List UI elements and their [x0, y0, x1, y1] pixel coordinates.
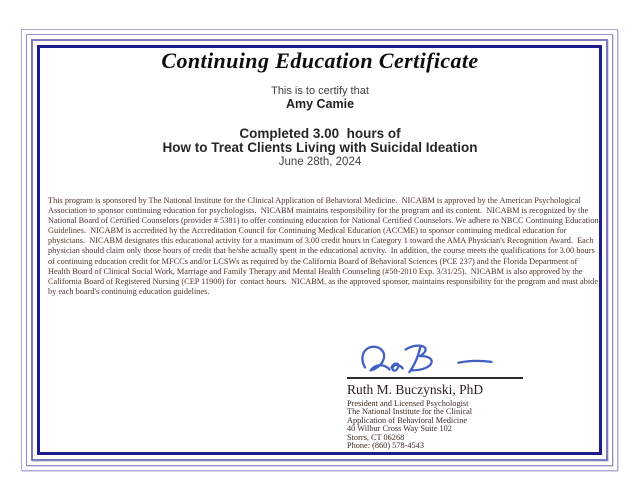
signer-details — [347, 400, 562, 450]
signer-name: Ruth M. Buczynski, PhD — [347, 382, 484, 397]
recipient-name: Amy Camie — [285, 97, 355, 111]
accreditation-paragraph: This program is sponsored by The National Institute for the Clinical Application of Behavioral Medicine. NICABM is approved by the American Psychological Association to sponsor continuing education for psychologists. NICABM maintains responsibility for the program and its content. NICABM is recognized by the National Board of Certified Counselors (provider # 5381) to offer continuing education for National Certified Counselors. We adhere to NBCC Continuing Education Guidelines. NICABM is accredited by the Accreditation Council for Continuing Medical Education (ACCME) to sponsor continuing medical education for physicians. NICABM designates this educational activity for a maximum of 3.00 credit hours in Category 1 toward the AMA Physician's Recognition Award. Each physician should claim only those hours of credit that he/she actually spent in the educational activity. In addition, the course meets the qualifications for 3.00 hours of continuing education credit for MFCCs and/or LCSWs as required by the California Board of Behavioral Sciences (PCE 237) and the Florida Department of Health Board of Clinical Social Work, Marriage and Family Therapy and Mental Health Counseling (#50-2010 Exp. 3/31/25). NICABM is also approved by the California Board of Registered Nursing (CEP 11900) for contact hours. NICABM, as the approved sponsor, maintains responsibility for the program and must abide by each board's continuing education guidelines. — [48, 196, 601, 296]
signature-ink-icon — [347, 342, 517, 376]
completed-hours-line: Completed 3.00 hours of — [239, 126, 401, 141]
certify-line: This is to certify that — [271, 85, 369, 97]
signer-address-line2: Storrs, CT 06268 — [347, 432, 405, 442]
certificate-title: Continuing Education Certificate — [161, 48, 479, 73]
signer-phone: Phone: (860) 578-4543 — [347, 441, 424, 451]
course-title: How to Treat Clients Living with Suicidal Ideation — [162, 140, 478, 155]
signer-address-line1: 40 Wilbur Cross Way Suite 102 — [347, 424, 452, 434]
signer-title: President and Licensed Psychologist — [347, 399, 469, 408]
signature-line — [347, 377, 523, 379]
signer-org-line2: Application of Behavioral Medicine — [347, 415, 468, 425]
completion-date: June 28th, 2024 — [278, 156, 362, 168]
signer-org-line1: The National Institute for the Clinical — [347, 407, 473, 417]
signature-block — [347, 342, 562, 450]
